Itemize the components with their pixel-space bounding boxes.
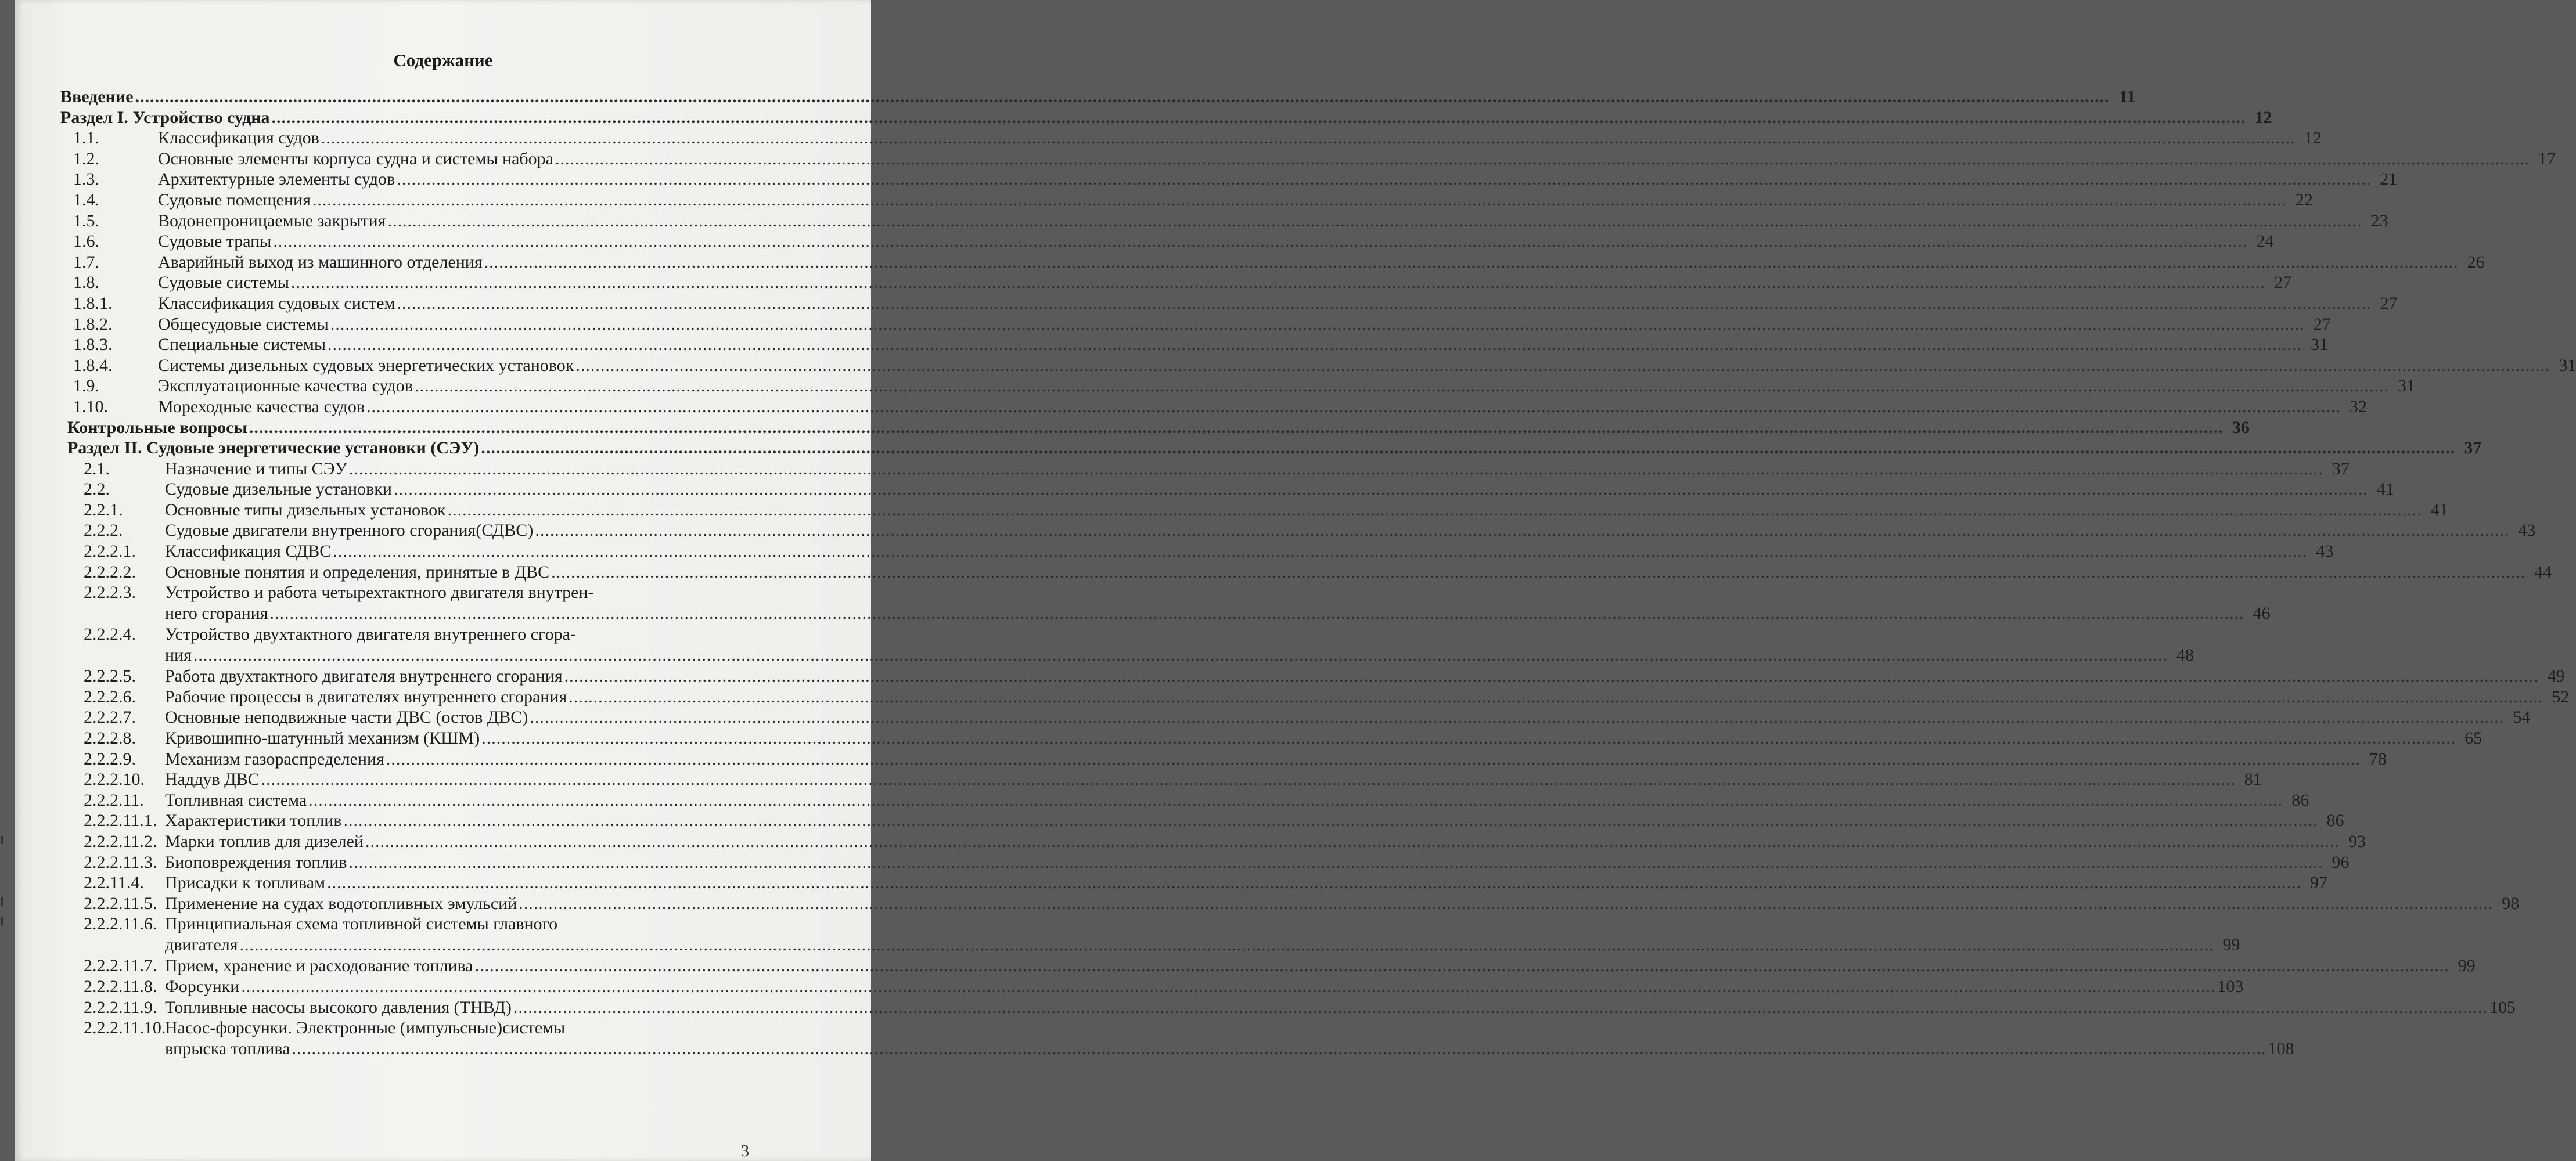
dot-leader: ................................................................................................................................................................................................................................................................................................................................................................................................................ xyxy=(551,562,2526,582)
toc-entry-title: Рабочие процессы в двигателях внутреннего сгорания xyxy=(165,687,567,706)
toc-entry-number: 1.5. xyxy=(73,211,99,230)
toc-entry xyxy=(15,687,2570,708)
dot-leader: ................................................................................................................................................................................................................................................................................................................................................................................................................ xyxy=(366,396,2341,416)
toc-entry-page: 86 xyxy=(2291,790,2309,810)
dot-leader: ................................................................................................................................................................................................................................................................................................................................................................................................................ xyxy=(519,893,2494,913)
dot-leader: ................................................................................................................................................................................................................................................................................................................................................................................................................ xyxy=(273,232,2248,251)
toc-entry-title: впрыска топлива xyxy=(165,1039,290,1059)
dot-leader: ................................................................................................................................................................................................................................................................................................................................................................................................................ xyxy=(397,293,2372,313)
toc-entry-page: 108 xyxy=(2268,1039,2294,1059)
toc-entry xyxy=(15,770,2262,791)
edge-mark xyxy=(1,836,3,844)
toc-entry-number: 1.7. xyxy=(73,252,99,272)
toc-entry-title: Устройство двухтактного двигателя внутреннего сгора- xyxy=(165,625,576,644)
toc-entry-title: Форсунки xyxy=(165,976,240,996)
toc-entry-page: 44 xyxy=(2534,562,2552,582)
dot-leader: ................................................................................................................................................................................................................................................................................................................................................................................................................ xyxy=(481,729,2456,748)
toc-entry-page: 41 xyxy=(2376,479,2394,499)
toc-entry xyxy=(15,438,2482,459)
toc-entry-title: Прием, хранение и расходование топлива xyxy=(165,956,473,976)
toc-entry-title: двигателя xyxy=(165,935,238,955)
toc-entry xyxy=(15,232,2274,253)
toc-entry-page: 36 xyxy=(2232,417,2250,437)
dot-leader: ................................................................................................................................................................................................................................................................................................................................................................................................................ xyxy=(292,1039,2266,1059)
toc-entry-number: 1.8.4. xyxy=(73,355,113,375)
toc-entry-title: Мореходные качества судов xyxy=(158,396,365,416)
toc-entry xyxy=(15,852,2350,874)
toc-entry-number: 2.2.2.11.5. xyxy=(84,893,157,913)
toc-entry-title: Раздел II. Судовые энергетические установки (СЭУ) xyxy=(67,438,480,458)
toc-entry-page: 31 xyxy=(2559,355,2576,375)
toc-entry-title: Классификация СДВС xyxy=(165,542,332,561)
toc-entry xyxy=(15,790,2309,812)
toc-entry-title: Введение xyxy=(60,87,134,106)
toc-entry xyxy=(15,521,2536,542)
toc-entry-page: 103 xyxy=(2217,976,2244,996)
toc-entry xyxy=(15,500,2448,521)
toc-entry xyxy=(15,666,2565,687)
toc-entry-page: 49 xyxy=(2547,666,2565,686)
dot-leader: ................................................................................................................................................................................................................................................................................................................................................................................................................ xyxy=(564,666,2539,686)
toc-entry-page: 12 xyxy=(2254,107,2272,127)
toc-entry-title: Топливные насосы высокого давления (ТНВД) xyxy=(165,997,512,1017)
toc-entry-title: Устройство и работа четырехтактного двигателя внутрен- xyxy=(165,583,594,603)
toc-entry-number: 2.2.2.3. xyxy=(84,583,136,603)
dot-leader: ................................................................................................................................................................................................................................................................................................................................................................................................................ xyxy=(249,417,2224,437)
dot-leader: ................................................................................................................................................................................................................................................................................................................................................................................................................ xyxy=(575,355,2550,375)
toc-entry xyxy=(15,583,2271,625)
toc-entry-number: 1.4. xyxy=(73,190,99,210)
document-page xyxy=(15,0,2576,1161)
toc-entry-page: 48 xyxy=(2176,646,2194,665)
dot-leader: ................................................................................................................................................................................................................................................................................................................................................................................................................ xyxy=(291,273,2266,293)
toc-entry-number: 2.2.2.6. xyxy=(84,687,136,706)
toc-entry-title: Основные понятия и определения, принятые в ДВС xyxy=(165,562,550,582)
toc-entry-title: Основные элементы корпуса судна и системы набора xyxy=(158,149,553,168)
toc-entry-number: 1.8.1. xyxy=(73,293,113,313)
toc-entry-page: 98 xyxy=(2502,893,2520,913)
toc-entry-title: Контрольные вопросы xyxy=(67,417,247,437)
toc-entry-page: 81 xyxy=(2244,770,2262,789)
toc-entry-number: 2.2.2.11.6. xyxy=(84,914,157,934)
dot-leader: ................................................................................................................................................................................................................................................................................................................................................................................................................ xyxy=(343,811,2318,831)
toc-entry-title: Эксплуатационные качества судов xyxy=(158,376,413,396)
toc-entry-page: 52 xyxy=(2552,687,2570,706)
toc-entry-page: 27 xyxy=(2380,293,2398,313)
toc-entry-page: 24 xyxy=(2256,232,2274,251)
toc-entry-title: Судовые помещения xyxy=(158,190,311,210)
toc-entry-title: Биоповреждения топлив xyxy=(165,852,347,872)
toc-entry-title: Раздел I. Устройство судна xyxy=(60,107,270,127)
dot-leader: ................................................................................................................................................................................................................................................................................................................................................................................................................ xyxy=(327,873,2302,893)
toc-entry-number: 2.2.1. xyxy=(84,500,123,520)
toc-entry-page: 23 xyxy=(2370,211,2388,230)
toc-entry xyxy=(15,459,2350,480)
toc-entry-title: Архитектурные элементы судов xyxy=(158,170,395,189)
toc-entry xyxy=(15,293,2398,315)
toc-entry-page: 54 xyxy=(2513,708,2531,727)
toc-entry xyxy=(15,479,2394,500)
toc-entry xyxy=(15,542,2334,563)
toc-entry-number: 2.2.2.11. xyxy=(84,790,144,810)
toc-entry xyxy=(15,211,2388,232)
toc-entry-title: Наддув ДВС xyxy=(165,770,260,789)
toc-entry-page: 96 xyxy=(2332,852,2350,872)
toc-entry-page: 11 xyxy=(2119,87,2136,106)
dot-leader: ................................................................................................................................................................................................................................................................................................................................................................................................................ xyxy=(530,708,2505,727)
toc-entry-title: Аварийный выход из машинного отделения xyxy=(158,252,483,272)
toc-entry xyxy=(15,335,2328,356)
toc-entry-number: 1.8. xyxy=(73,273,99,293)
toc-entry-number: 2.2.2.5. xyxy=(84,666,136,686)
dot-leader: ................................................................................................................................................................................................................................................................................................................................................................................................................ xyxy=(484,252,2459,272)
toc-entry-title: него сгорания xyxy=(165,604,268,623)
toc-entry-number: 1.9. xyxy=(73,376,99,396)
toc-entry-title: Судовые дизельные установки xyxy=(165,479,392,499)
toc-entry-page: 43 xyxy=(2316,542,2334,561)
dot-leader: ................................................................................................................................................................................................................................................................................................................................................................................................................ xyxy=(271,107,2246,127)
toc-entry-number: 1.8.2. xyxy=(73,314,113,334)
toc-entry-title: Принципиальная схема топливной системы главного xyxy=(165,914,558,934)
toc-entry-page: 99 xyxy=(2458,956,2476,976)
toc-entry-page: 43 xyxy=(2518,521,2536,540)
toc-entry-title: Водонепроницаемые закрытия xyxy=(158,211,386,230)
toc-entry-page: 22 xyxy=(2295,190,2313,210)
toc-entry-number: 1.6. xyxy=(73,232,99,251)
dot-leader: ................................................................................................................................................................................................................................................................................................................................................................................................................ xyxy=(239,935,2214,955)
dot-leader: ................................................................................................................................................................................................................................................................................................................................................................................................................ xyxy=(555,149,2530,168)
table-of-contents xyxy=(15,87,2576,1060)
toc-entry-title: Основные неподвижные части ДВС (остов ДВС) xyxy=(165,708,528,727)
toc-entry xyxy=(15,128,2322,149)
toc-entry-number: 2.2.2.7. xyxy=(84,708,136,727)
dot-leader: ................................................................................................................................................................................................................................................................................................................................................................................................................ xyxy=(481,438,2456,458)
toc-entry-page: 65 xyxy=(2465,729,2483,748)
toc-entry-page: 86 xyxy=(2326,811,2344,831)
toc-entry xyxy=(15,314,2331,336)
dot-leader: ................................................................................................................................................................................................................................................................................................................................................................................................................ xyxy=(569,687,2543,706)
toc-entry-title: Судовые системы xyxy=(158,273,290,293)
dot-leader: ................................................................................................................................................................................................................................................................................................................................................................................................................ xyxy=(321,128,2296,148)
toc-entry xyxy=(15,893,2520,915)
toc-entry xyxy=(15,914,2240,956)
toc-entry-title: Классификация судовых систем xyxy=(158,293,395,313)
edge-mark xyxy=(1,897,3,906)
toc-entry xyxy=(15,956,2476,977)
toc-entry-number: 2.2.2.2. xyxy=(84,562,136,582)
toc-entry-number: 2.2.2.11.8. xyxy=(84,976,157,996)
toc-entry-title: Системы дизельных судовых энергетических установок xyxy=(158,355,574,375)
toc-entry-page: 31 xyxy=(2311,335,2328,355)
toc-entry-title: Механизм газораспределения xyxy=(165,749,384,769)
toc-entry xyxy=(15,376,2415,397)
toc-entry-page: 32 xyxy=(2350,396,2367,416)
toc-entry xyxy=(15,190,2313,211)
toc-entry-page: 37 xyxy=(2332,459,2350,478)
toc-entry-page: 105 xyxy=(2489,997,2516,1017)
edge-mark xyxy=(1,917,3,925)
toc-entry-number: 2.2.2.11.1. xyxy=(84,811,157,831)
toc-entry-title: Специальные системы xyxy=(158,335,326,355)
toc-entry-number: 2.2. xyxy=(84,479,110,499)
toc-entry-number: 2.2.2.10. xyxy=(84,770,145,789)
toc-entry xyxy=(15,997,2516,1019)
dot-leader: ................................................................................................................................................................................................................................................................................................................................................................................................................ xyxy=(447,500,2422,520)
toc-entry-page: 12 xyxy=(2304,128,2322,148)
toc-entry xyxy=(15,417,2250,439)
toc-entry xyxy=(15,87,2136,108)
toc-entry xyxy=(15,749,2387,770)
toc-entry-title: Присадки к топливам xyxy=(165,873,326,893)
dot-leader: ................................................................................................................................................................................................................................................................................................................................................................................................................ xyxy=(312,190,2287,210)
toc-entry xyxy=(15,273,2292,294)
toc-entry-number: 1.2. xyxy=(73,149,99,168)
toc-entry-number: 1.3. xyxy=(73,170,99,189)
toc-entry-title: Топливная система xyxy=(165,790,307,810)
toc-entry-page: 17 xyxy=(2538,149,2556,168)
toc-entry-title: Работа двухтактного двигателя внутреннего сгорания xyxy=(165,666,563,686)
toc-entry-title: Судовые трапы xyxy=(158,232,272,251)
dot-leader: ................................................................................................................................................................................................................................................................................................................................................................................................................ xyxy=(387,211,2362,230)
dot-leader: ................................................................................................................................................................................................................................................................................................................................................................................................................ xyxy=(241,976,2216,996)
toc-entry-title: Общесудовые системы xyxy=(158,314,329,334)
toc-entry xyxy=(15,562,2552,583)
toc-entry-number: 1.1. xyxy=(73,128,99,148)
dot-leader: ................................................................................................................................................................................................................................................................................................................................................................................................................ xyxy=(348,852,2323,872)
toc-entry-number: 2.2.2.11.3. xyxy=(84,852,157,872)
dot-leader: ................................................................................................................................................................................................................................................................................................................................................................................................................ xyxy=(328,335,2302,355)
dot-leader: ................................................................................................................................................................................................................................................................................................................................................................................................................ xyxy=(269,604,2244,623)
dot-leader: ................................................................................................................................................................................................................................................................................................................................................................................................................ xyxy=(386,749,2361,769)
toc-entry xyxy=(15,873,2328,894)
dot-leader: ................................................................................................................................................................................................................................................................................................................................................................................................................ xyxy=(261,770,2236,789)
dot-leader: ................................................................................................................................................................................................................................................................................................................................................................................................................ xyxy=(365,832,2340,851)
toc-entry-title: Судовые двигатели внутренного сгорания(СДВС) xyxy=(165,521,534,540)
dot-leader: ................................................................................................................................................................................................................................................................................................................................................................................................................ xyxy=(393,479,2368,499)
dot-leader: ................................................................................................................................................................................................................................................................................................................................................................................................................ xyxy=(414,376,2389,396)
toc-entry-number: 2.2.2.4. xyxy=(84,625,136,644)
toc-entry-title: Кривошипно-шатунный механизм (КШМ) xyxy=(165,729,480,748)
toc-entry-number: 2.2.2.11.7. xyxy=(84,956,157,976)
toc-entry-page: 37 xyxy=(2464,438,2482,458)
toc-entry xyxy=(15,976,2244,998)
toc-entry-page: 97 xyxy=(2310,873,2328,893)
toc-entry-number: 2.2.2.1. xyxy=(84,542,136,561)
dot-leader: ................................................................................................................................................................................................................................................................................................................................................................................................................ xyxy=(474,956,2449,976)
toc-entry-title: Применение на судах водотопливных эмульсий xyxy=(165,893,517,913)
toc-entry xyxy=(15,729,2483,749)
toc-entry-page: 27 xyxy=(2313,314,2331,334)
dot-leader: ................................................................................................................................................................................................................................................................................................................................................................................................................ xyxy=(135,87,2110,106)
toc-entry-title: ния xyxy=(165,646,192,665)
toc-entry-number: 2.2.2.11.9. xyxy=(84,997,157,1017)
toc-entry-number: 2.1. xyxy=(84,459,110,478)
toc-entry-title: Марки топлив для дизелей xyxy=(165,832,364,851)
toc-entry xyxy=(15,170,2398,190)
toc-entry-title: Назначение и типы СЭУ xyxy=(165,459,347,478)
toc-entry-page: 21 xyxy=(2380,170,2398,189)
toc-entry xyxy=(15,1018,2294,1060)
dot-leader: ................................................................................................................................................................................................................................................................................................................................................................................................................ xyxy=(513,997,2488,1017)
dot-leader: ................................................................................................................................................................................................................................................................................................................................................................................................................ xyxy=(330,314,2305,334)
dot-leader: ................................................................................................................................................................................................................................................................................................................................................................................................................ xyxy=(348,459,2323,478)
toc-entry xyxy=(15,355,2576,377)
dot-leader: ................................................................................................................................................................................................................................................................................................................................................................................................................ xyxy=(193,646,2168,665)
dot-leader: ................................................................................................................................................................................................................................................................................................................................................................................................................ xyxy=(397,170,2372,189)
toc-entry-number: 2.2.2.11.2. xyxy=(84,832,157,851)
page-title: Содержание xyxy=(393,50,493,70)
toc-entry-page: 31 xyxy=(2397,376,2415,396)
toc-entry-title: Основные типы дизельных установок xyxy=(165,500,446,520)
dot-leader: ................................................................................................................................................................................................................................................................................................................................................................................................................ xyxy=(333,542,2308,561)
toc-entry-page: 78 xyxy=(2369,749,2387,769)
toc-entry-number: 1.8.3. xyxy=(73,335,113,355)
toc-entry-page: 41 xyxy=(2430,500,2448,520)
toc-entry-page: 27 xyxy=(2274,273,2292,293)
toc-entry xyxy=(15,708,2531,729)
toc-entry-number: 2.2.2. xyxy=(84,521,123,540)
dot-leader: ................................................................................................................................................................................................................................................................................................................................................................................................................ xyxy=(308,790,2283,810)
toc-entry xyxy=(15,811,2344,832)
toc-entry-number: 1.10. xyxy=(73,396,108,416)
toc-entry xyxy=(15,107,2272,129)
toc-entry-number: 2.2.11.4. xyxy=(84,873,144,893)
toc-entry-title: Характеристики топлив xyxy=(165,811,342,831)
toc-entry-title: Классификация судов xyxy=(158,128,319,148)
toc-entry xyxy=(15,252,2485,273)
toc-entry xyxy=(15,396,2367,418)
dot-leader: ................................................................................................................................................................................................................................................................................................................................................................................................................ xyxy=(535,521,2510,540)
toc-entry-number: 2.2.2.8. xyxy=(84,729,136,748)
toc-entry xyxy=(15,832,2366,853)
toc-entry-page: 46 xyxy=(2253,604,2271,623)
toc-entry-number: 2.2.2.11.10. xyxy=(84,1018,166,1038)
page-number: 3 xyxy=(741,1142,749,1160)
toc-entry xyxy=(15,625,2194,666)
toc-entry xyxy=(15,149,2556,170)
toc-entry-page: 93 xyxy=(2348,832,2366,851)
toc-entry-page: 26 xyxy=(2467,252,2485,272)
toc-entry-number: 2.2.2.9. xyxy=(84,749,136,769)
toc-entry-title: Насос-форсунки. Электронные (импульсные)системы xyxy=(165,1018,566,1038)
toc-entry-page: 99 xyxy=(2222,935,2240,955)
